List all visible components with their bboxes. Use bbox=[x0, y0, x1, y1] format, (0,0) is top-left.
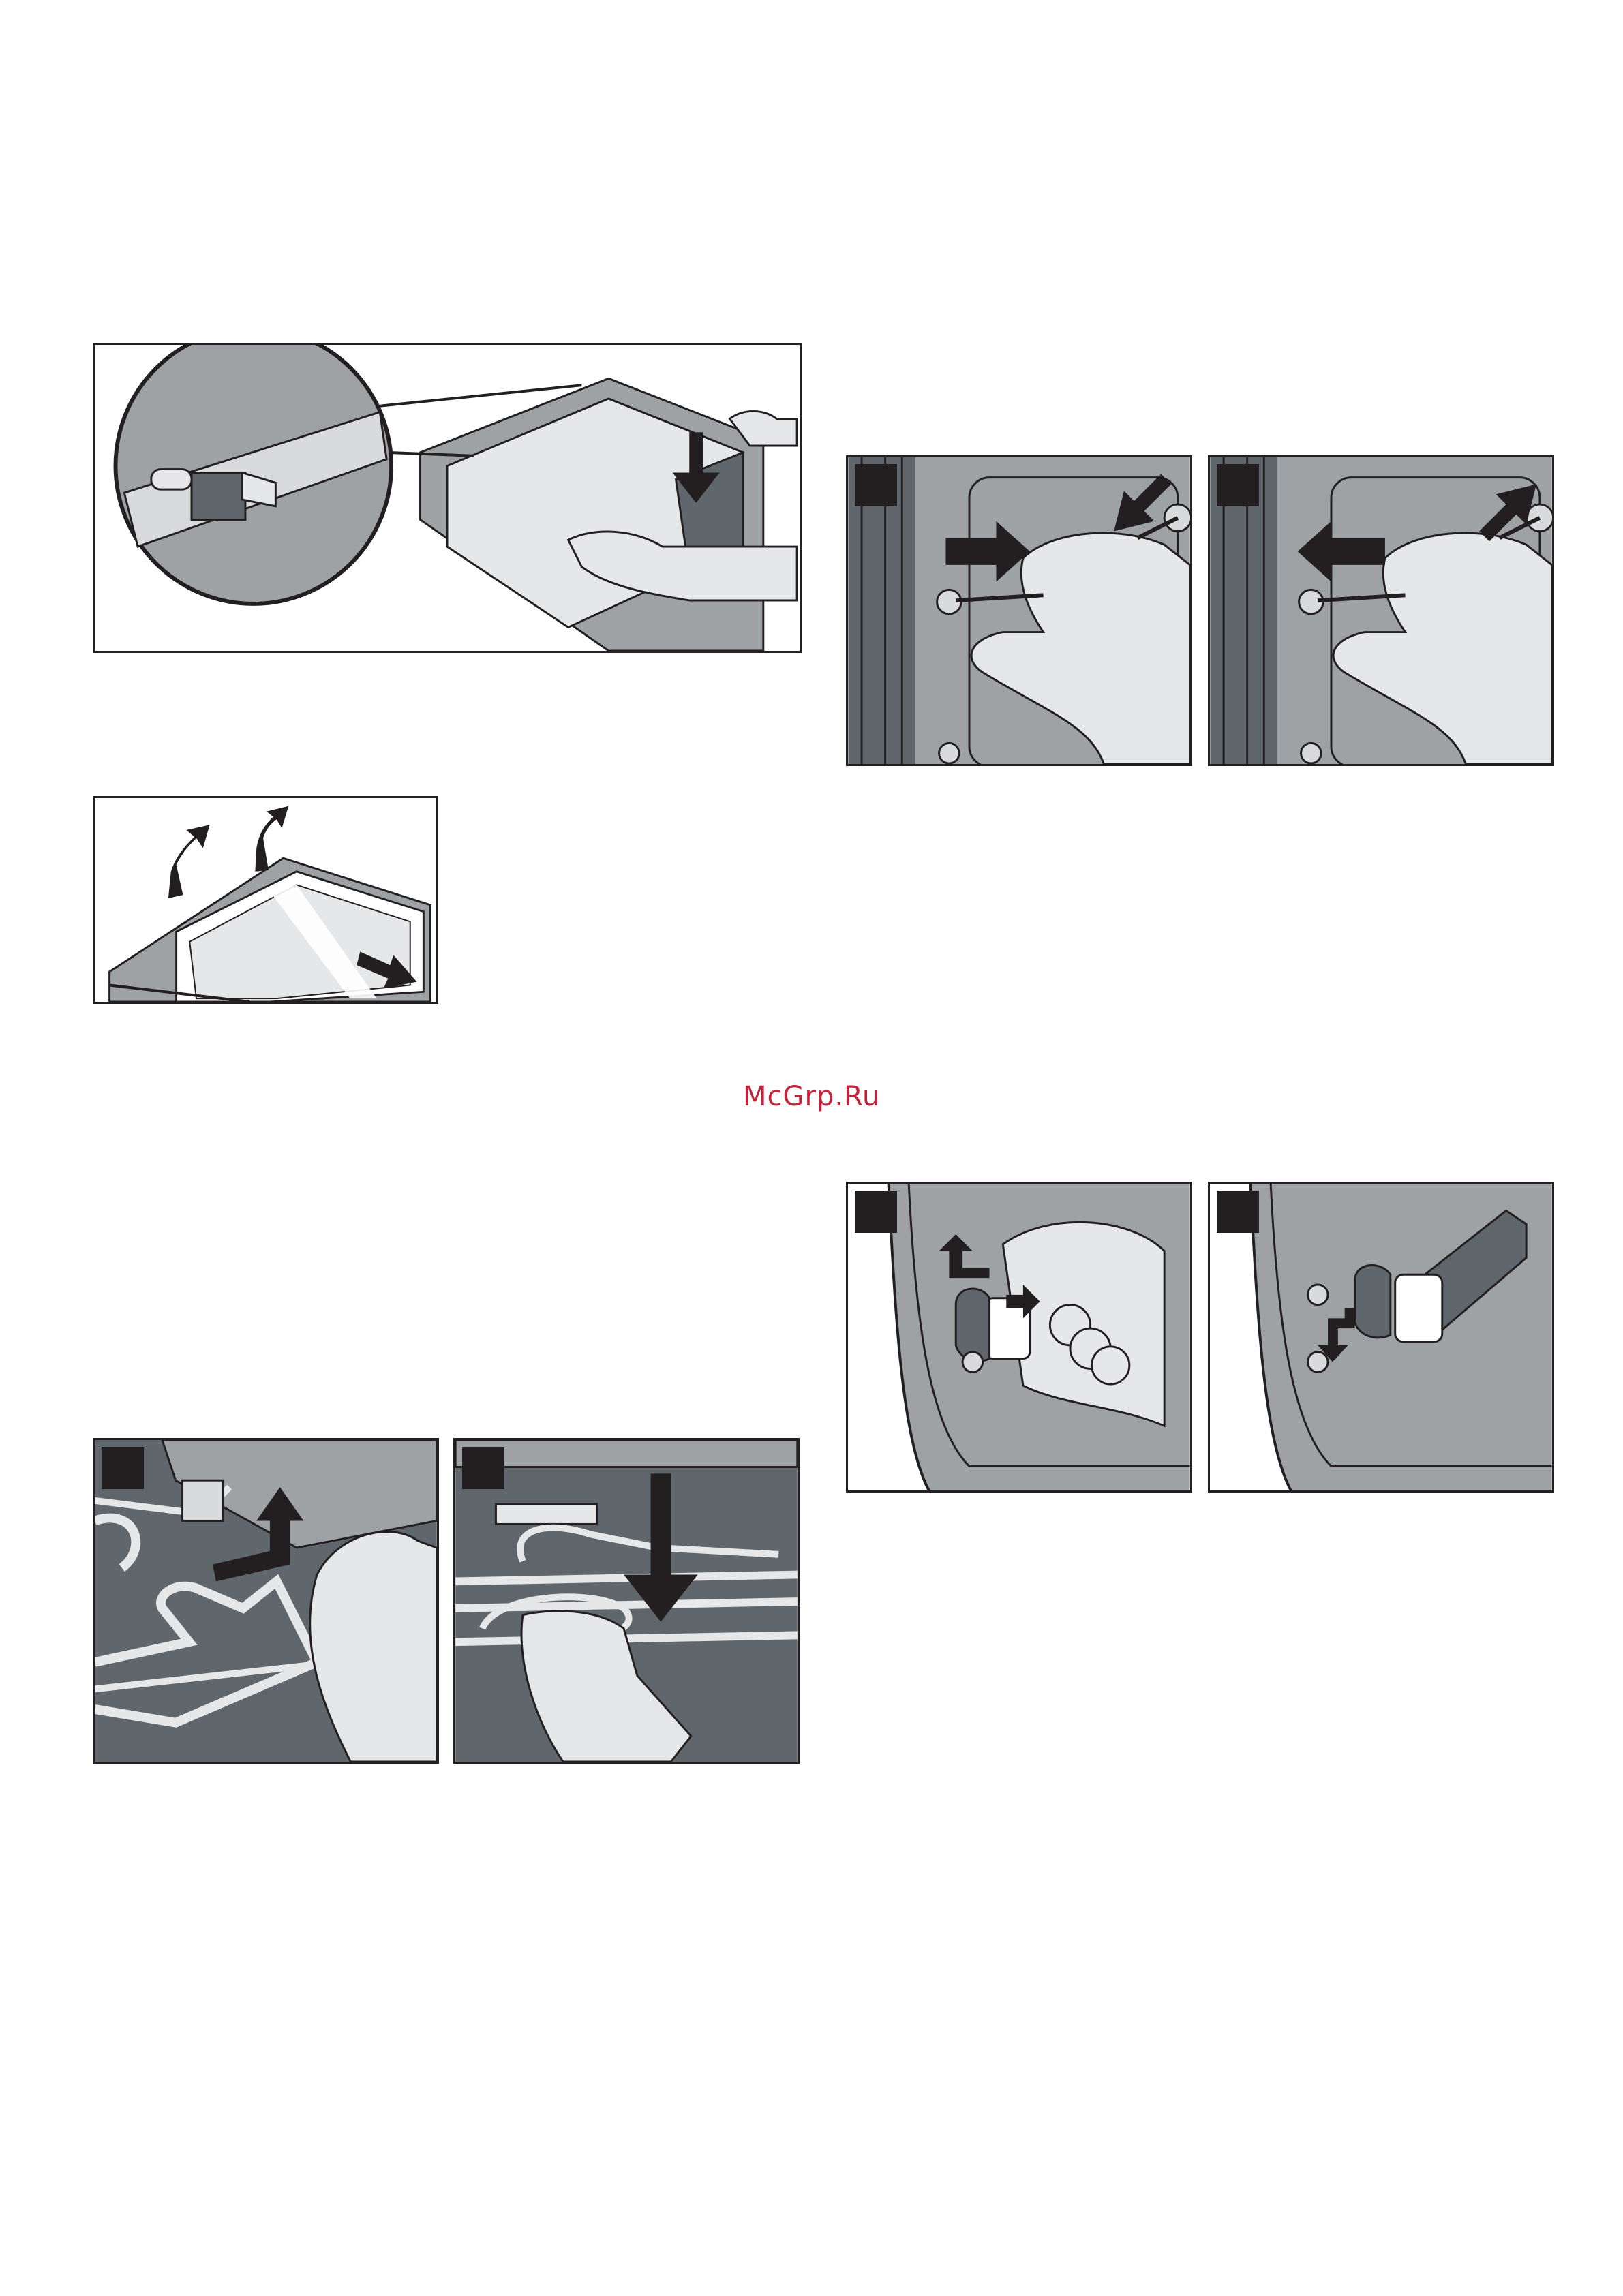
clip-release-illustration bbox=[848, 1184, 1190, 1490]
step-number-badge bbox=[462, 1447, 504, 1489]
figure-glass-pane-removal bbox=[93, 796, 438, 1004]
step-number-badge bbox=[855, 1191, 897, 1233]
step-number-badge bbox=[1217, 464, 1259, 506]
door-lift-illustration bbox=[95, 345, 800, 651]
watermark: McGrp.Ru bbox=[743, 1081, 881, 1112]
figure-step-1-clip-release bbox=[846, 1182, 1192, 1493]
figure-step-2-clip-attach bbox=[1208, 1182, 1554, 1493]
glass-pane-illustration bbox=[95, 798, 436, 1002]
clip-attach-illustration bbox=[1210, 1184, 1552, 1490]
screwdriver-out-illustration bbox=[1210, 457, 1552, 764]
rack-pull-illustration bbox=[455, 1440, 798, 1762]
figure-door-lift-detail bbox=[93, 343, 802, 653]
figure-step-2-rack-pull bbox=[453, 1438, 800, 1764]
figure-step-1-screwdriver-in bbox=[846, 455, 1192, 766]
screwdriver-in-illustration bbox=[848, 457, 1190, 764]
figure-step-2-screwdriver-out bbox=[1208, 455, 1554, 766]
step-number-badge bbox=[855, 464, 897, 506]
rack-lift-illustration bbox=[95, 1440, 437, 1762]
step-number-badge bbox=[102, 1447, 144, 1489]
figure-step-1-rack-lift bbox=[93, 1438, 439, 1764]
step-number-badge bbox=[1217, 1191, 1259, 1233]
